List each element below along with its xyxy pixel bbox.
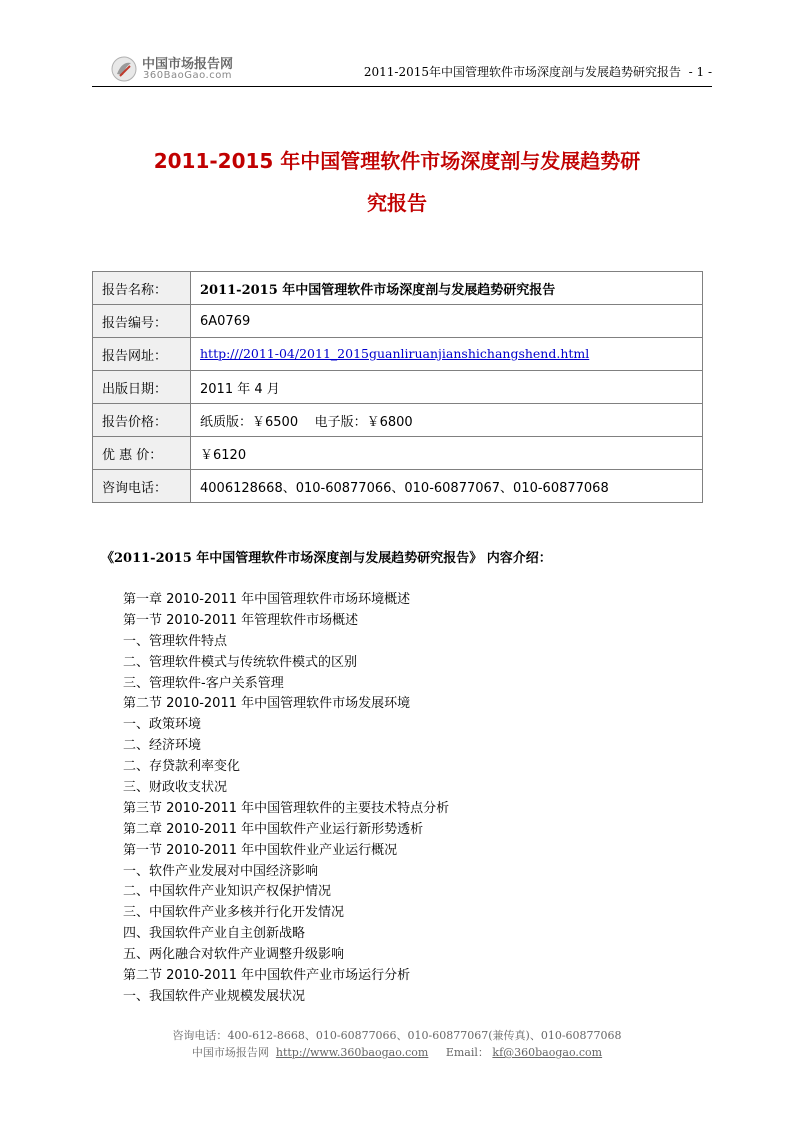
info-value-url-cell (191, 338, 703, 371)
info-key-code: 报告编号： (93, 305, 191, 338)
table-row (93, 404, 703, 437)
info-value-discount: ￥6120 (191, 437, 703, 470)
toc-item: 五、两化融合对软件产业调整升级影响 (123, 947, 345, 963)
footer-contact-line (0, 1027, 794, 1043)
toc-item: 一、软件产业发展对中国经济影响 (123, 863, 319, 879)
page-number: - 1 - (688, 65, 712, 79)
toc-item: 二、管理软件模式与传统软件模式的区别 (123, 654, 358, 670)
toc-item: 第一节 2010-2011 年中国软件业产业运行概况 (123, 842, 398, 858)
info-value-phone: 4006128668、010-60877066、010-60877067、010-60877068 (191, 470, 703, 503)
table-of-contents (123, 590, 449, 1008)
footer-phone: 400-612-8668、010-60877066、010-60877067(兼传真)、010-60877068 (227, 1029, 622, 1042)
toc-item: 第三节 2010-2011 年中国管理软件的主要技术特点分析 (123, 800, 450, 816)
toc-item: 第二节 2010-2011 年中国管理软件市场发展环境 (123, 696, 411, 712)
footer-email-link[interactable]: kf@360baogao.com (492, 1046, 603, 1059)
footer-site-link[interactable]: http://www.360baogao.com (275, 1046, 429, 1059)
logo-text-en: 360BaoGao.com (143, 70, 233, 81)
toc-item: 第一章 2010-2011 年中国管理软件市场环境概述 (123, 592, 411, 607)
contents-intro-heading: 《2011-2015 年中国管理软件市场深度剖与发展趋势研究报告》 内容介绍： (101, 551, 552, 566)
info-key-date: 出版日期： (93, 371, 191, 404)
footer-email-label: Email： (445, 1046, 489, 1059)
running-header (364, 63, 712, 80)
info-value-name: 2011-2015 年中国管理软件市场深度剖与发展趋势研究报告 (191, 272, 703, 305)
toc-item: 三、中国软件产业多核并行化开发情况 (123, 905, 345, 921)
toc-item: 一、政策环境 (123, 717, 202, 733)
toc-item: 第二节 2010-2011 年中国软件产业市场运行分析 (123, 968, 411, 984)
table-row (93, 272, 703, 305)
info-key-price: 报告价格： (93, 404, 191, 437)
toc-item: 二、中国软件产业知识产权保护情况 (123, 884, 332, 900)
info-value-code: 6A0769 (191, 305, 703, 338)
table-row (93, 305, 703, 338)
info-value-price: 纸质版：￥6500 电子版：￥6800 (191, 404, 703, 437)
toc-item: 二、经济环境 (123, 738, 202, 754)
info-key-url: 报告网址： (93, 338, 191, 371)
brand-logo (110, 53, 250, 87)
toc-item: 第一节 2010-2011 年管理软件市场概述 (123, 612, 359, 628)
toc-item: 二、存贷款利率变化 (123, 759, 241, 775)
report-title-line1: 2011-2015 年中国管理软件市场深度剖与发展趋势研 (153, 149, 641, 173)
logo-text-cn: 中国市场报告网 (142, 57, 234, 72)
report-title-line2: 究报告 (367, 191, 427, 215)
toc-item: 四、我国软件产业自主创新战略 (123, 926, 306, 942)
footer-site-line (0, 1044, 794, 1060)
header-divider (92, 86, 712, 87)
table-row (93, 470, 703, 503)
info-value-date: 2011 年 4 月 (191, 371, 703, 404)
toc-item: 一、我国软件产业规模发展状况 (123, 988, 306, 1004)
running-header-title: 2011-2015年中国管理软件市场深度剖与发展趋势研究报告 (363, 65, 681, 79)
footer-site-name: 中国市场报告网 (191, 1046, 269, 1059)
info-key-name: 报告名称： (93, 272, 191, 305)
toc-item: 三、财政收支状况 (123, 780, 228, 796)
toc-item: 第二章 2010-2011 年中国软件产业运行新形势透析 (123, 821, 424, 837)
table-row (93, 371, 703, 404)
report-url-link[interactable]: http:///2011-04/2011_2015guanliruanjianshichangshend.html (200, 346, 590, 361)
table-row (93, 437, 703, 470)
info-key-discount: 优 惠 价： (93, 437, 191, 470)
footer-phone-label: 咨询电话： (172, 1029, 228, 1042)
info-key-phone: 咨询电话： (93, 470, 191, 503)
table-row (93, 338, 703, 371)
toc-item: 一、管理软件特点 (123, 633, 228, 649)
brand-logo-icon (110, 55, 138, 83)
report-info-table (92, 271, 703, 503)
toc-item: 三、管理软件-客户关系管理 (123, 675, 284, 691)
